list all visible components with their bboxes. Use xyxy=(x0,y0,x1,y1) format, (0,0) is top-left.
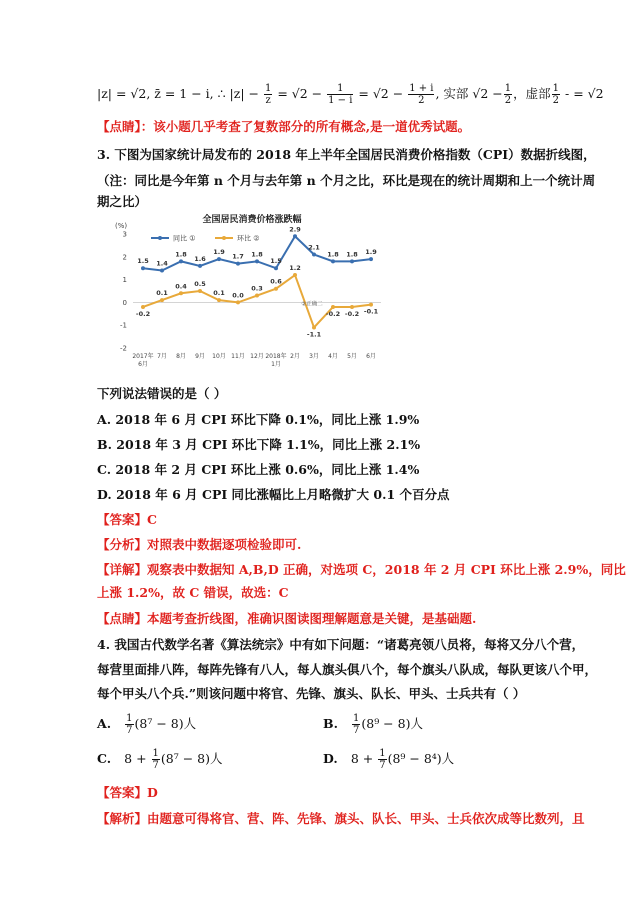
x-tick-label: 2018年 xyxy=(265,353,287,360)
legend-label: 环比 ② xyxy=(237,234,260,243)
y-tick-label: 1 xyxy=(122,276,127,285)
y-tick-label: 2 xyxy=(122,253,127,262)
fraction: $\frac{1}{z}$ xyxy=(264,83,272,106)
fraction: $\frac{1}{2}$ xyxy=(552,83,560,106)
q4-answer: 【答案】D xyxy=(97,785,158,800)
data-label: 1.4 xyxy=(156,259,168,268)
fraction: $\frac{1}{1 - i}$ xyxy=(328,83,353,106)
q3-option-a: A. 2018 年 6 月 CPI 环比下降 0.1%，同比上涨 1.9% xyxy=(97,412,420,427)
q3-detail-line: 上涨 1.2%，故 C 错误，故选：C xyxy=(97,585,289,600)
data-label: 1.8 xyxy=(251,250,263,259)
data-label: 0.0 xyxy=(232,291,244,300)
y-tick-label: -2 xyxy=(120,344,127,353)
data-point xyxy=(293,234,297,238)
legend-marker xyxy=(158,236,162,240)
formula-part: ，虚部 xyxy=(513,86,551,101)
data-label: 1.9 xyxy=(365,248,377,257)
data-point xyxy=(141,266,145,270)
q4-option-d: D. 8 + $\frac{1}{7}$ (8⁹ − 8⁴)人 xyxy=(323,748,455,771)
x-tick-label: 3月 xyxy=(309,353,319,360)
data-point xyxy=(179,259,183,263)
x-tick-label: 7月 xyxy=(157,353,167,360)
y-axis-unit-label: (%) xyxy=(115,222,128,230)
data-point xyxy=(369,303,373,307)
data-label: -0.2 xyxy=(344,309,360,318)
chart-svg xyxy=(113,208,391,376)
data-label: 1.5 xyxy=(137,257,149,266)
data-label: 1.8 xyxy=(346,250,358,259)
fraction: $\frac{1 + i}{2}$ xyxy=(409,83,434,106)
data-label: 0.1 xyxy=(213,289,225,298)
legend-label: 同比 ① xyxy=(173,234,196,243)
data-label: 1.8 xyxy=(327,250,339,259)
data-label: 1.8 xyxy=(175,250,187,259)
q3-stem-line: （注：同比是今年第 n 个月与去年第 n 个月之比，环比是现在的统计周期和上一个统计周 xyxy=(97,173,596,188)
q4-stem-line: 每个甲头八个兵.”则该问题中将官、先锋、旗头、队长、甲头、士兵共有（ ） xyxy=(97,686,526,701)
q3-option-d: D. 2018 年 6 月 CPI 同比涨幅比上月略微扩大 0.1 个百分点 xyxy=(97,487,450,502)
q4-option-b: B. $\frac{1}{7}$ (8⁹ − 8)人 xyxy=(323,713,423,736)
x-tick-label: 6月 xyxy=(138,361,148,368)
data-point xyxy=(274,266,278,270)
data-point xyxy=(217,298,221,302)
data-point xyxy=(350,305,354,309)
data-point xyxy=(331,259,335,263)
data-point xyxy=(350,259,354,263)
q4-stem-line: 4. 我国古代数学名著《算法统宗》中有如下问题：“诸葛亮领八员将，每将又分八个营， xyxy=(97,637,585,652)
data-label: 1.7 xyxy=(232,252,244,261)
q4-option-c: C. 8 + $\frac{1}{7}$ (8⁷ − 8)人 xyxy=(97,748,223,771)
chart-title: 全国居民消费价格涨跌幅 xyxy=(202,215,302,225)
data-label: 1.9 xyxy=(213,248,225,257)
legend-marker xyxy=(222,236,226,240)
q3-dianjing: 【点睛】本题考查折线图，准确识图读图理解题意是关键，是基础题. xyxy=(97,611,477,626)
data-label: 1.6 xyxy=(194,254,206,263)
q3-detail-line: 【详解】观察表中数据知 A,B,D 正确，对选项 C，2018 年 2 月 CPI 环比上涨 2.9%，同比 xyxy=(97,562,626,577)
fraction: $\frac{1}{2}$ xyxy=(504,83,512,106)
data-label: 0.5 xyxy=(194,280,206,288)
data-point xyxy=(179,291,183,295)
data-point xyxy=(331,305,335,309)
x-tick-label: 10月 xyxy=(212,353,226,360)
data-point xyxy=(217,257,221,261)
x-tick-label: 1月 xyxy=(271,361,281,368)
x-tick-label: 5月 xyxy=(347,353,357,360)
data-label: 1.5 xyxy=(270,257,282,266)
data-point xyxy=(236,262,240,266)
q3-answer: 【答案】C xyxy=(97,512,157,527)
data-label: 0.4 xyxy=(175,282,187,291)
data-label: -0.2 xyxy=(135,309,151,318)
data-point xyxy=(255,259,259,263)
chart-annotation: ②正确二 xyxy=(301,301,323,308)
data-label: 2.9 xyxy=(289,225,301,234)
x-tick-label: 8月 xyxy=(176,353,186,360)
data-label: -0.2 xyxy=(325,309,341,318)
q3-stem-line: 期之比） xyxy=(97,194,148,209)
data-label: 0.3 xyxy=(251,284,263,293)
q3-prompt: 下列说法错误的是（ ） xyxy=(97,386,227,401)
q4-option-a: A. $\frac{1}{7}$ (8⁷ − 8)人 xyxy=(97,713,197,736)
data-point xyxy=(369,257,373,261)
x-tick-label: 2017年 xyxy=(132,353,154,360)
q4-jiexi: 【解析】由题意可得将官、营、阵、先锋、旗头、队长、甲头、士兵依次成等比数列，且 xyxy=(97,811,585,826)
data-point xyxy=(141,305,145,309)
cpi-line-chart xyxy=(113,208,391,376)
x-tick-label: 2月 xyxy=(290,353,300,360)
y-tick-label: 0 xyxy=(122,298,127,307)
data-point xyxy=(160,298,164,302)
q3-option-c: C. 2018 年 2 月 CPI 环比上涨 0.6%，同比上涨 1.4% xyxy=(97,462,420,477)
q3-stem-line: 3. 下图为国家统计局发布的 2018 年上半年全国居民消费价格指数（CPI）数据折线图， xyxy=(97,147,596,162)
data-point xyxy=(236,300,240,304)
x-tick-label: 4月 xyxy=(328,353,338,360)
formula-part: , 实部 √2 − xyxy=(435,86,503,101)
y-tick-label: 3 xyxy=(122,230,127,239)
data-point xyxy=(255,294,259,298)
data-point xyxy=(160,268,164,272)
x-tick-label: 9月 xyxy=(195,353,205,360)
x-tick-label: 11月 xyxy=(231,353,245,360)
data-point xyxy=(312,325,316,329)
formula-part: - = √2 xyxy=(561,86,604,101)
y-tick-label: -1 xyxy=(120,321,127,330)
formula-line xyxy=(97,83,604,106)
data-point xyxy=(198,289,202,293)
data-point xyxy=(293,273,297,277)
formula-part: |z| = √2, z̄ = 1 − i, ∴ |z| − xyxy=(97,86,263,101)
data-label: 0.1 xyxy=(156,289,168,298)
dianjing-note: 【点睛】：该小题几乎考查了复数部分的所有概念,是一道优秀试题。 xyxy=(97,119,471,134)
data-label: 1.2 xyxy=(289,264,301,273)
data-label: -0.1 xyxy=(363,307,379,316)
data-label: 2.1 xyxy=(308,243,320,252)
data-point xyxy=(312,253,316,257)
q3-analysis: 【分析】对照表中数据逐项检验即可. xyxy=(97,537,302,552)
x-tick-label: 6月 xyxy=(366,353,376,360)
q4-stem-line: 每营里面排八阵，每阵先锋有八人，每人旗头俱八个，每个旗头八队成，每队更该八个甲， xyxy=(97,662,598,677)
formula-part: = √2 − xyxy=(354,86,408,101)
data-label: 0.6 xyxy=(270,277,282,286)
q3-option-b: B. 2018 年 3 月 CPI 环比下降 1.1%，同比上涨 2.1% xyxy=(97,437,421,452)
x-tick-label: 12月 xyxy=(250,353,264,360)
data-point xyxy=(198,264,202,268)
data-point xyxy=(274,287,278,291)
data-label: -1.1 xyxy=(306,330,322,339)
formula-part: = √2 − xyxy=(273,86,327,101)
